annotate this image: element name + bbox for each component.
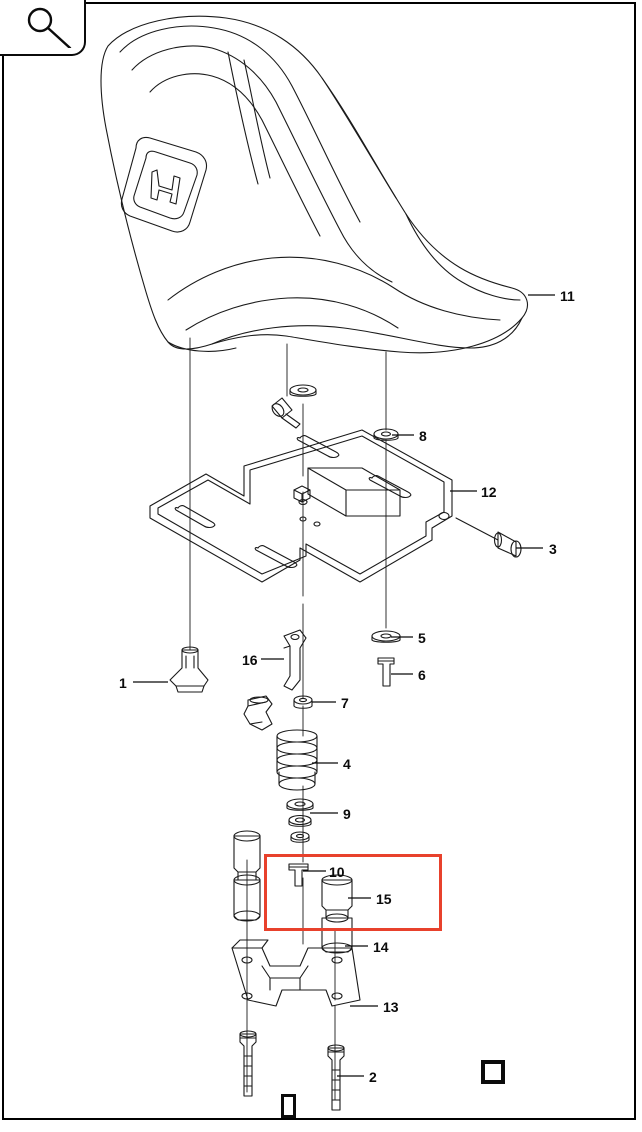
callout-number-3: 3	[549, 541, 557, 557]
screw-part-6	[378, 658, 394, 686]
callout-number-13: 13	[383, 999, 399, 1015]
callout-number-9: 9	[343, 806, 351, 822]
callout-number-7: 7	[341, 695, 349, 711]
callout-number-6: 6	[418, 667, 426, 683]
callout-number-1: 1	[119, 675, 127, 691]
washer-stack-part-9	[287, 799, 313, 842]
handle-knob-part	[244, 696, 272, 730]
bracket-part-13	[232, 940, 360, 1006]
callout-number-14: 14	[373, 939, 389, 955]
callout-number-15: 15	[376, 891, 392, 907]
callout-number-2: 2	[369, 1069, 377, 1085]
callout-number-4: 4	[343, 756, 351, 772]
foot-part-1	[170, 647, 208, 692]
magnifier-icon[interactable]	[0, 0, 86, 56]
knob-bolt-part-3	[456, 518, 521, 557]
bolt-part-left	[240, 1031, 256, 1096]
callout-number-11: 11	[560, 288, 575, 304]
callout-number-8: 8	[419, 428, 427, 444]
page-corner-mark	[481, 1060, 505, 1084]
callout-number-16: 16	[242, 652, 258, 668]
washer-part-top	[290, 385, 316, 396]
seat-part-11	[101, 16, 527, 352]
callout-number-10: 10	[329, 864, 345, 880]
spring-part-4	[277, 730, 317, 790]
seat-plate-part-12	[150, 430, 452, 582]
callout-number-12: 12	[481, 484, 497, 500]
selection-highlight-box	[264, 854, 442, 931]
callout-number-5: 5	[418, 630, 426, 646]
bolt-part-upper	[270, 398, 300, 428]
bolt-part-2	[328, 1045, 344, 1110]
page-edge-mark-bottom	[281, 1094, 296, 1118]
